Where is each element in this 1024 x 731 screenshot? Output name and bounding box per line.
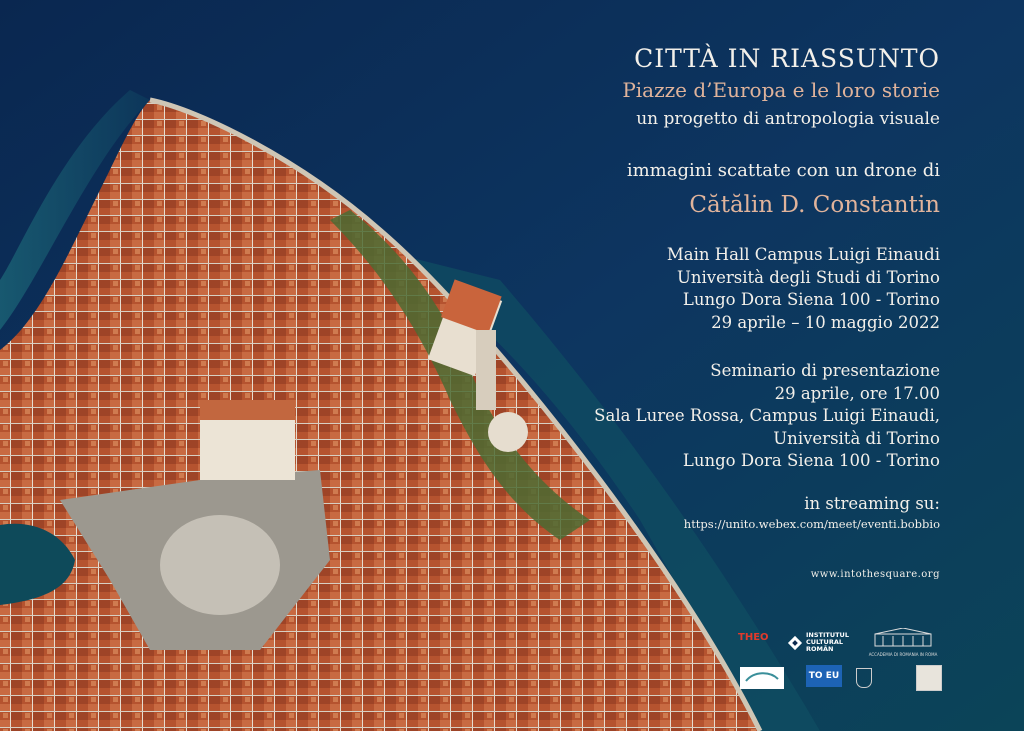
poster-subtitle: Piazze d’Europa e le loro storie [622,78,940,102]
venue-line: Lungo Dora Siena 100 - Torino [682,290,940,309]
streaming-label: in streaming su: [804,494,940,513]
coat-of-arms-icon [856,668,872,688]
partner-logo-white [740,667,784,689]
partner-logo-square [916,665,942,691]
institutul-cultural-logo: INSTITUTUL CULTURAL ROMÂN [787,632,849,653]
swoosh-icon [740,667,784,689]
website-link[interactable]: www.intothesquare.org [810,569,940,580]
seminar-line: 29 aprile, ore 17.00 [774,383,940,403]
building-icon [873,628,933,648]
seminar-block [594,360,940,473]
accademia-logo: ACCADEMIA DI ROMANIA IN ROMA [866,628,940,657]
author-name: Cătălin D. Constantin [689,192,940,218]
seminar-line: Seminario di presentazione [710,361,940,380]
seminar-line: Università di Torino [773,428,940,448]
institute-emblem-icon [787,635,803,651]
poster-tagline: un progetto di antropologia visuale [636,109,940,129]
venue-dates: 29 aprile – 10 maggio 2022 [711,312,940,332]
streaming-link[interactable]: https://unito.webex.com/meet/eventi.bobbio [683,517,940,531]
drone-credit-line: immagini scattate con un drone di [626,160,940,181]
venue-line: Università degli Studi di Torino [676,267,940,287]
poster-title: CITTÀ IN RIASSUNTO [634,44,940,73]
theo-logo: THEO [738,632,769,643]
venue-line: Main Hall Campus Luigi Einaudi [666,245,940,264]
to-eu-logo: TO EU [806,665,842,687]
seminar-line: Lungo Dora Siena 100 - Torino [682,451,940,470]
venue-block [667,244,940,334]
seminar-line: Sala Luree Rossa, Campus Luigi Einaudi, [594,406,940,425]
